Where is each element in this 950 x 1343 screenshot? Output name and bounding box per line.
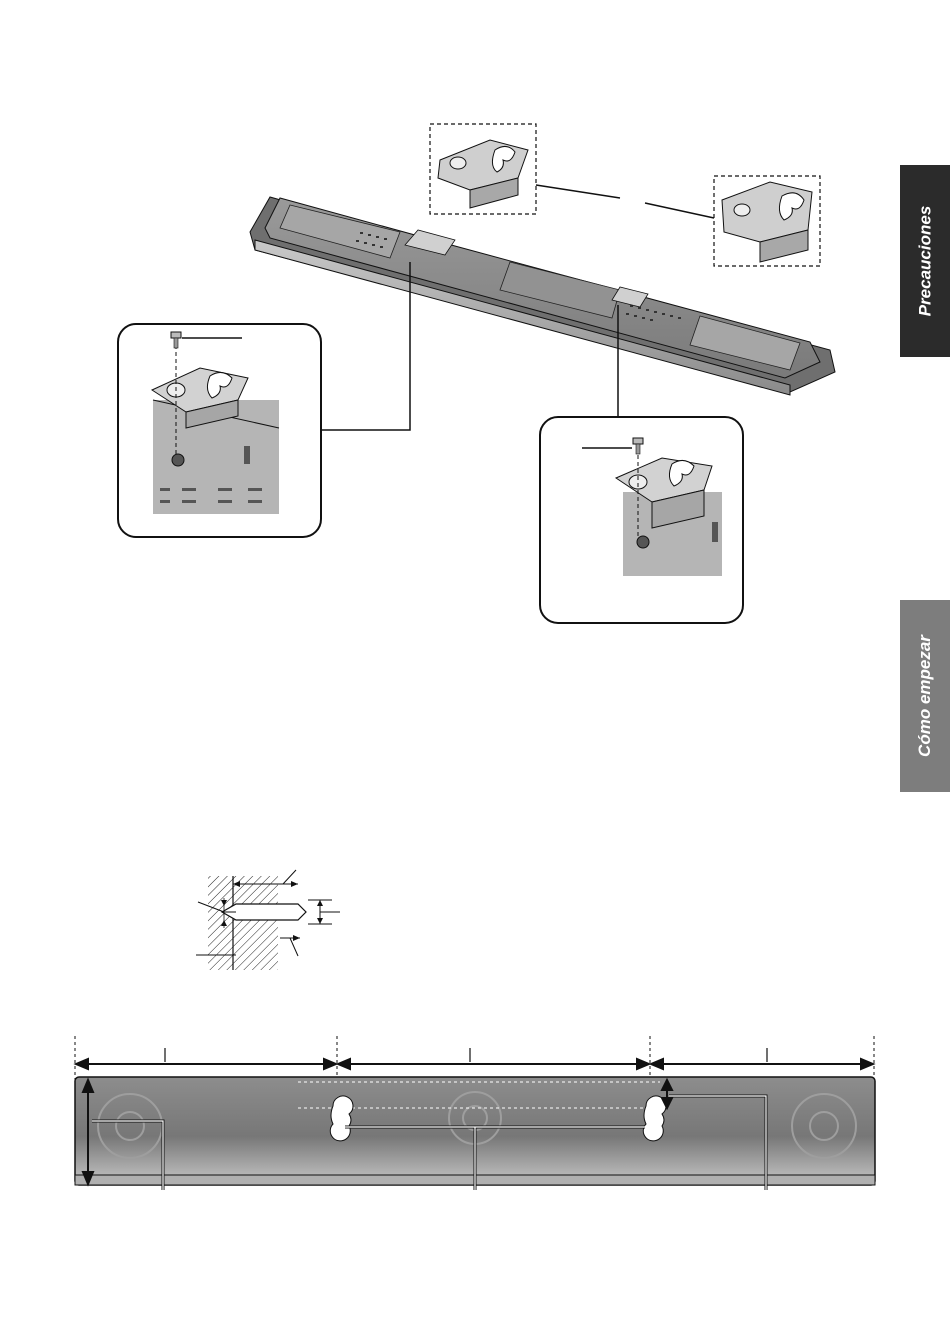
screw-detail-callout-left [118, 324, 321, 537]
side-tab-label: Cómo empezar [915, 635, 934, 757]
bracket-detail-left [430, 124, 536, 214]
screw-detail-callout-right [540, 417, 743, 623]
bracket-detail-right [714, 176, 820, 266]
side-tab-label: Precauciones [915, 205, 934, 317]
